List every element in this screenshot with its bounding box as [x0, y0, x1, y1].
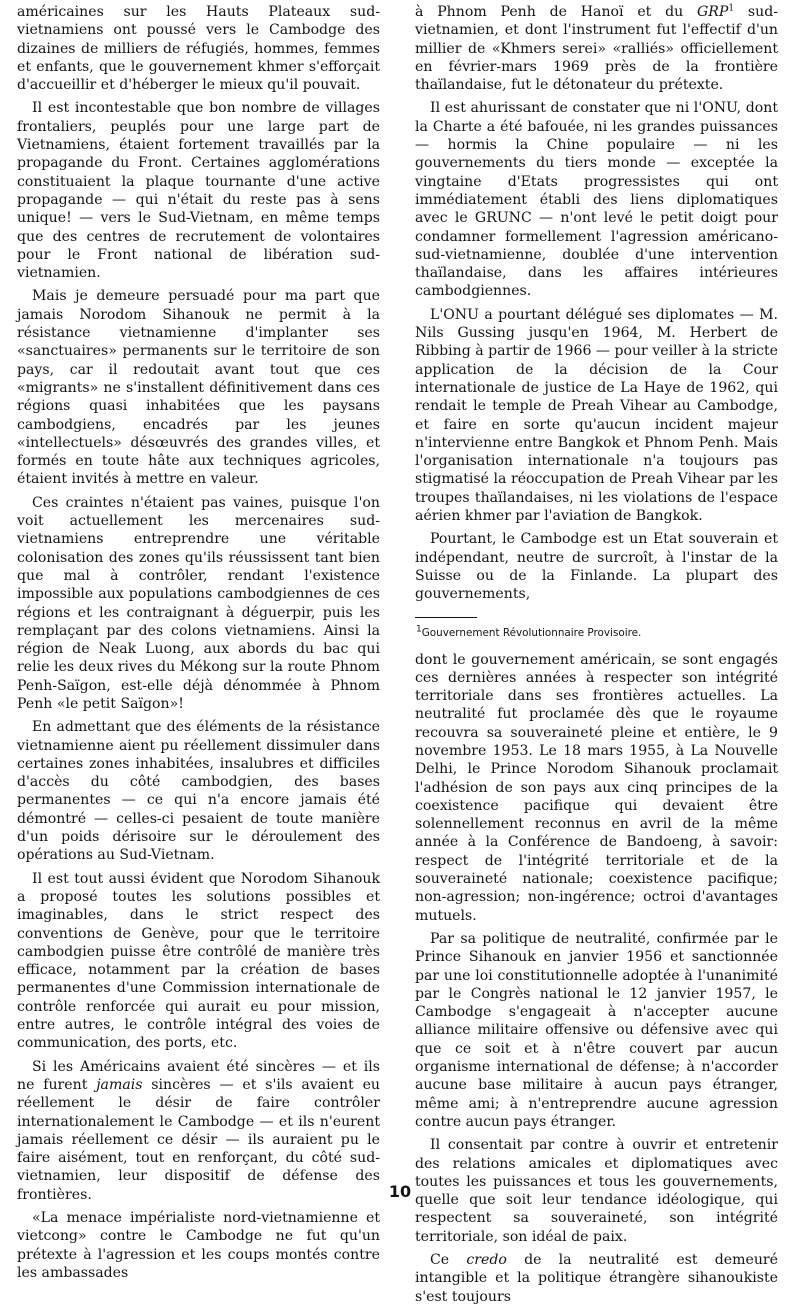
- grp-abbreviation: GRP: [697, 4, 729, 20]
- text-span: sincères — et s'ils avaient eu réellement le désir de faire contrôler internationalement le Cambodge — et ils n'eurent jamais réellement ce désir — ils auraient pu le faire aisément, tout en renforçant, du côté sud-vietnamien, leur dispositif de défense des frontières.: [17, 1076, 380, 1203]
- page-number: 10: [388, 1182, 412, 1201]
- paragraph: Pourtant, le Cambodge est un Etat souverain et indépendant, neutre de surcroît, à l'instar de la Suisse ou de la Finlande. La plupart des gouvernements,: [415, 531, 778, 603]
- paragraph: Ces craintes n'étaient pas vaines, puisque l'on voit actuellement les mercenaires sud-vietnamiens entreprendre une véritable colonisation des zones qu'ils réussissent tant bien que mal à contrôler, rendant l'existence impossible aux populations cambodgiennes de ces régions et les contraignant à déguerpir, puis les remplaçant par des colons vietnamiens. Ainsi la région de Neak Luong, aux abords du bac qui relie les deux rives du Mékong sur la route Phnom Penh-Saïgon, est-elle déjà dénommée à Phnom Penh «le petit Saïgon»!: [17, 494, 380, 712]
- paragraph: L'ONU a pourtant délégué ses diplomates — M. Nils Gussing jusqu'en 1964, M. Herbert de Ribbing à partir de 1966 — pour veiller à la stricte application de la décision de la Cour internationale de justice de La Haye de 1962, qui rendait le temple de Preah Vihear au Cambodge, et faire en sorte qu'aucun incident majeur n'intervienne entre Bangkok et Phnom Penh. Mais l'organisation internationale n'a toujours pas stigmatisé la réoccupation de Preah Vihear par les troupes thaïlandaises, ni les violations de l'espace aérien khmer par l'aviation de Bangkok.: [415, 306, 778, 525]
- paragraph: En admettant que des éléments de la résistance vietnamienne aient pu réellement dissimuler dans certaines zones inhabitées, insalubres et difficiles d'accès du côté cambodgien, des bases permanentes — ce qui n'a encore jamais été démontré — celles-ci pesaient de toute manière d'un poids dérisoire sur le déroulement des opérations au Sud-Vietnam.: [17, 719, 380, 864]
- paragraph: américaines sur les Hauts Plateaux sud-vietnamiens ont poussé vers le Cambodge des dizaines de milliers de réfugiés, hommes, femmes et enfants, que le gouvernement khmer s'efforçait d'accueillir et d'héberger le mieux qu'il pouvait.: [17, 4, 380, 94]
- paragraph-credo: [415, 1251, 778, 1306]
- paragraph: Il est incontestable que bon nombre de villages frontaliers, peuplés pour une large part de Vietnamiens, étaient fortement travaillés par la propagande du Front. Certaines agglomérations constituaient la plaque tournante d'une active propagande — qui n'était du reste pas à sens unique! — vers le Sud-Vietnam, en même temps que des centres de recrutement de volontaires pour le Front national de libération sud-vietnamien.: [17, 100, 380, 282]
- paragraph: dont le gouvernement américain, se sont engagés ces dernières années à respecter son intégrité territoriale dans ses frontières actuelles. La neutralité fut proclamée dès que le royaume recouvra sa souveraineté pleine et entière, le 9 novembre 1953. Le 18 mars 1955, à La Nouvelle Delhi, le Prince Norodom Sihanouk proclamait l'adhésion de son pays aux cinq principes de la coexistence pacifique qui devaient être solennellement reconnus en avril de la même année à la Conférence de Bandoeng, à savoir: respect de l'intégrité territoriale et de la souveraineté nationale; coexistence pacifique; non-agression; non-ingérence; octroi d'avantages mutuels.: [415, 651, 778, 924]
- footnote: [416, 626, 778, 640]
- emphasis-text: credo: [466, 1252, 507, 1268]
- paragraph: «La menace impérialiste nord-vietnamienne et vietcong» contre le Cambodge ne fut qu'un prétexte à l'agression et les coups montés contre les ambassades: [17, 1210, 380, 1281]
- right-column: [415, 3, 778, 1306]
- text-span: sud-vietnamien, et dont l'instrument fut l'effectif d'un millier de «Khmers serei» «ralliés» officiellement en février-mars 1969 près de la frontière thaïlandaise, fut le détonateur du prétexte.: [415, 4, 778, 94]
- paragraph: Il est ahurissant de constater que ni l'ONU, dont la Charte a été bafouée, ni les grandes puissances — hormis la Chine populaire — ni les gouvernements du tiers monde — exceptée la vingtaine d'Etats progressistes qui ont immédiatement établi des liens diplomatiques avec le GRUNC — n'ont levé le petit doigt pour condamner formellement l'agression américano-sud-vietnamienne, doublée d'une intervention thaïlandaise, dans les affaires intérieures cambodgiennes.: [415, 100, 778, 300]
- footnote-text: Gouvernement Révolutionnaire Provisoire.: [421, 626, 642, 639]
- emphasis-text: jamais: [96, 1076, 143, 1093]
- text-span: Si les Américains avaient été sincères — et ils ne furent: [17, 1058, 380, 1093]
- paragraph: Il est tout aussi évident que Norodom Sihanouk a proposé toutes les solutions possibles et imaginables, dans le strict respect des conventions de Genève, pour que le territoire cambodgien puisse être contrôlé de manière très efficace, notamment par la création de bases permanentes d'une Commission internationale de contrôle renforcée qui aurait eu pour mission, entre autres, le contrôle intégral des voies de communication, des ports, etc.: [17, 870, 380, 1052]
- text-span: Ce: [430, 1252, 467, 1268]
- footnote-reference: 1: [728, 3, 735, 14]
- paragraph-continuation: [415, 3, 778, 94]
- paragraph: Il consentait par contre à ouvrir et entretenir des relations amicales et diplomatiques avec toutes les puissances et tous les gouvernements, quelle que soit leur tendance idéologique, qui respectent sa souveraineté, son intégrité territoriale, son idéal de paix.: [415, 1137, 778, 1245]
- footnote-marker: 1: [416, 624, 422, 635]
- text-span: de la neutralité est demeuré intangible et la politique étrangère sihanoukiste s'est toujours: [415, 1252, 779, 1305]
- text-span: à Phnom Penh de Hanoï et du: [415, 4, 698, 20]
- left-column: [17, 3, 380, 1282]
- paragraph: Mais je demeure persuadé pour ma part que jamais Norodom Sihanouk ne permit à la résistance vietnamienne d'implanter ses «sanctuaires» permanents sur le territoire de son pays, car il redoutait avant tout que ces «migrants» ne s'installent définitivement dans ces régions quasi inhabitées que les paysans cambodgiens, encadrés par les jeunes «intellectuels» désœuvrés des grandes villes, et formés en toute hâte aux techniques agricoles, étaient invités à mettre en valeur.: [17, 288, 380, 488]
- footnote-divider: [415, 617, 477, 618]
- paragraph: Par sa politique de neutralité, confirmée par le Prince Sihanouk en janvier 1956 et sanctionnée par une loi constitutionnelle adoptée à l'unanimité par le Congrès national le 12 janvier 1957, le Cambodge s'engageait à n'accepter aucune alliance militaire offensive ou défensive avec qui que ce soit et à n'être couvert par aucun organisme international de défense; à n'accorder aucune base militaire à aucun pays étranger, même ami; à n'entreprendre aucune agression contre aucun pays étranger.: [415, 930, 778, 1130]
